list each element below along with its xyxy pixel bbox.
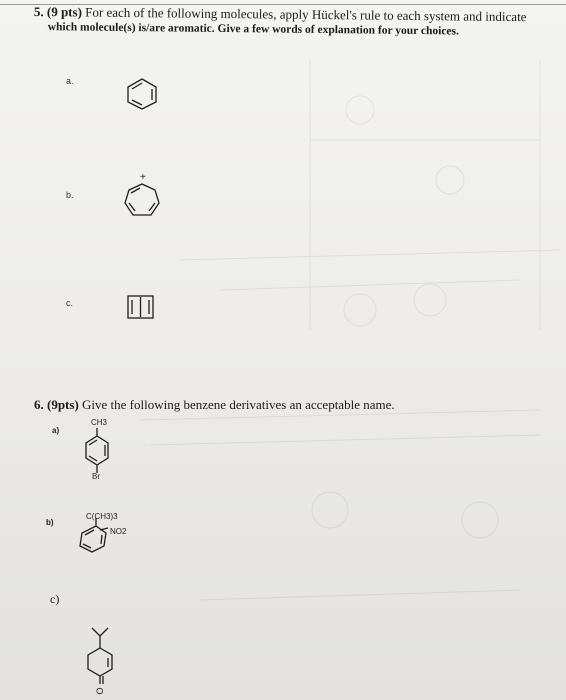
part-6c-label: c)	[50, 592, 60, 606]
question-6-header	[34, 397, 395, 413]
question-6-points: (9pts)	[47, 397, 79, 412]
part-c-label: c.	[66, 298, 74, 308]
cyclobutadiene-structure	[126, 294, 156, 320]
bromotoluene-ring	[82, 428, 112, 476]
nitro-substituent: NO2	[110, 527, 127, 536]
positive-charge-symbol: +	[140, 172, 146, 183]
question-5-text-line1: For each of the following molecules, apply Hückel's rule to each system and indicate	[85, 4, 527, 25]
cycloheptatrienyl-cation-structure	[122, 182, 162, 220]
tert-butyl-substituent: C(CH3)3	[86, 512, 118, 521]
question-5-number: 5.	[33, 4, 44, 20]
benzene-structure	[124, 77, 160, 111]
part-b-label: b.	[66, 190, 74, 200]
part-6b-label: b)	[46, 518, 54, 527]
question-5-header	[34, 4, 554, 38]
carbonyl-oxygen: O	[94, 687, 105, 695]
isopropyl-cyclohexenone-structure	[86, 622, 136, 694]
question-5-points: (9 pts)	[46, 4, 83, 20]
part-a-label: a.	[66, 76, 74, 86]
methyl-substituent: CH3	[91, 418, 108, 427]
nitro-tert-butylbenzene-ring	[74, 518, 114, 558]
question-6-number: 6.	[34, 397, 44, 412]
part-6a-label: a)	[52, 426, 60, 435]
question-5-text-line2: which molecule(s) is/are aromatic. Give a few words of explanation for your choices.	[47, 21, 459, 38]
bromo-substituent: Br	[92, 472, 100, 481]
question-6-text: Give the following benzene derivatives an acceptable name.	[82, 397, 395, 412]
